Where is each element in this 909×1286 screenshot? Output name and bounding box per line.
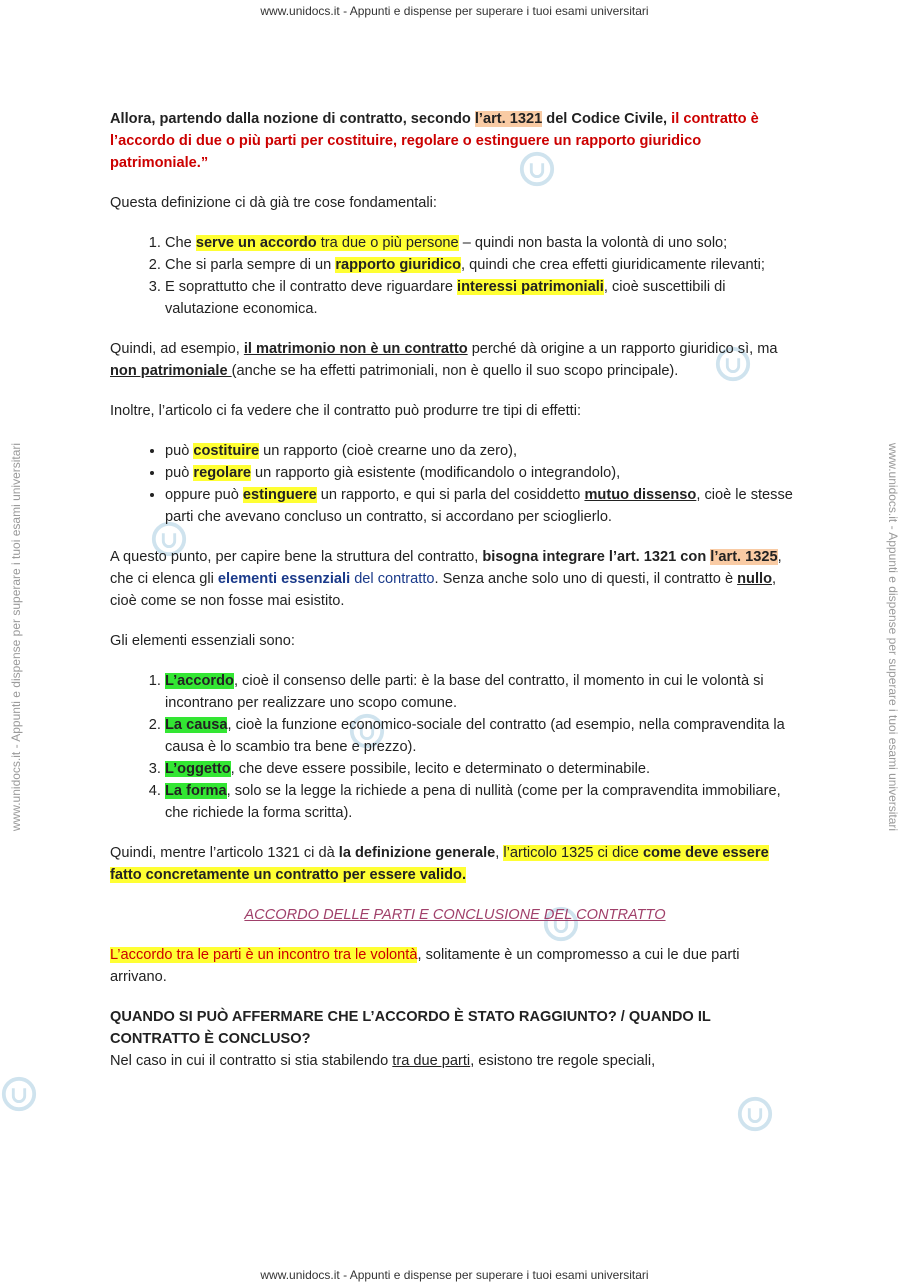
side-watermark-left: www.unidocs.it - Appunti e dispense per superare i tuoi esami universitari (9, 442, 23, 832)
page-footer: www.unidocs.it - Appunti e dispense per superare i tuoi esami universitari (260, 1268, 649, 1282)
side-watermark-right: www.unidocs.it - Appunti e dispense per superare i tuoi esami universitari (886, 442, 900, 832)
paragraph-elementi: Gli elementi essenziali sono: (110, 633, 295, 649)
list-essential-elements (110, 670, 800, 824)
list-item: 4. La forma, solo se la legge la richiede a pena di nullità (come per la compravendita immobiliare, che richiede la forma scritta). (165, 780, 800, 824)
list-item: • può costituire un rapporto (cioè crearne uno da zero), (165, 440, 800, 462)
paragraph-matrimonio: Quindi, ad esempio, il matrimonio non è un contratto perché dà origine a un rapporto giuridico sì, ma non patrimoniale (anche se ha effetti patrimoniali, non è quello il suo scopo principale). (110, 341, 778, 379)
list-item: 1. L’accordo, cioè il consenso delle parti: è la base del contratto, il momento in cui le volontà si incontrano per realizzare uno scopo comune. (165, 670, 800, 714)
unidocs-logo-icon (736, 1095, 774, 1133)
paragraph-art1325: A questo punto, per capire bene la struttura del contratto, bisogna integrare l’art. 1321 con l’art. 1325, che ci elenca gli elementi essenziali del contratto. Senza anche solo uno di questi, il contratto è nullo, cioè come se non fosse mai esistito. (110, 549, 782, 609)
unidocs-logo-icon (0, 1075, 38, 1113)
list-item: 2. La causa, cioè la funzione economico-sociale del contratto (ad esempio, nella compravendita la causa è lo scambio tra bene e prezzo). (165, 714, 800, 758)
list-item: 3. L’oggetto, che deve essere possibile, lecito e determinato o determinabile. (165, 758, 800, 780)
page-header: www.unidocs.it - Appunti e dispense per superare i tuoi esami universitari (260, 4, 649, 18)
list-item: 2. Che si parla sempre di un rapporto giuridico, quindi che crea effetti giuridicamente rilevanti; (165, 254, 800, 276)
list-item: • oppure può estinguere un rapporto, e qui si parla del cosiddetto mutuo dissenso, cioè le stesse parti che avevano concluso un contratto, si accordano per scioglierlo. (165, 484, 800, 528)
paragraph-summary: Quindi, mentre l’articolo 1321 ci dà la definizione generale, l’articolo 1325 ci dice come deve essere fatto concretamente un contratto per essere valido. (110, 845, 769, 883)
list-fundamentals (110, 232, 800, 320)
paragraph-definition: Allora, partendo dalla nozione di contratto, secondo l’art. 1321 del Codice Civile, il contratto è l’accordo di due o più parti per costituire, regolare o estinguere un rapporto giuridico patrimoniale.” (110, 111, 759, 171)
document-body (110, 108, 800, 1072)
paragraph-intro: Questa definizione ci dà già tre cose fondamentali: (110, 195, 437, 211)
list-item: 3. E soprattutto che il contratto deve riguardare interessi patrimoniali, cioè suscettibili di valutazione economica. (165, 276, 800, 320)
list-item: • può regolare un rapporto già esistente (modificandolo o integrandolo), (165, 462, 800, 484)
list-effects (110, 440, 800, 528)
section-heading: ACCORDO DELLE PARTI E CONCLUSIONE DEL CONTRATTO (244, 907, 666, 923)
paragraph-accordo: L’accordo tra le parti è un incontro tra le volontà, solitamente è un compromesso a cui le due parti arrivano. (110, 947, 740, 985)
question-heading: QUANDO SI PUÒ AFFERMARE CHE L’ACCORDO È STATO RAGGIUNTO? / QUANDO IL CONTRATTO È CONCLUSO? (110, 1009, 711, 1047)
paragraph-effetti: Inoltre, l’articolo ci fa vedere che il contratto può produrre tre tipi di effetti: (110, 403, 582, 419)
paragraph-regole: Nel caso in cui il contratto si stia stabilendo tra due parti, esistono tre regole speciali, (110, 1053, 656, 1069)
list-item: 1. Che serve un accordo tra due o più persone – quindi non basta la volontà di uno solo; (165, 232, 800, 254)
